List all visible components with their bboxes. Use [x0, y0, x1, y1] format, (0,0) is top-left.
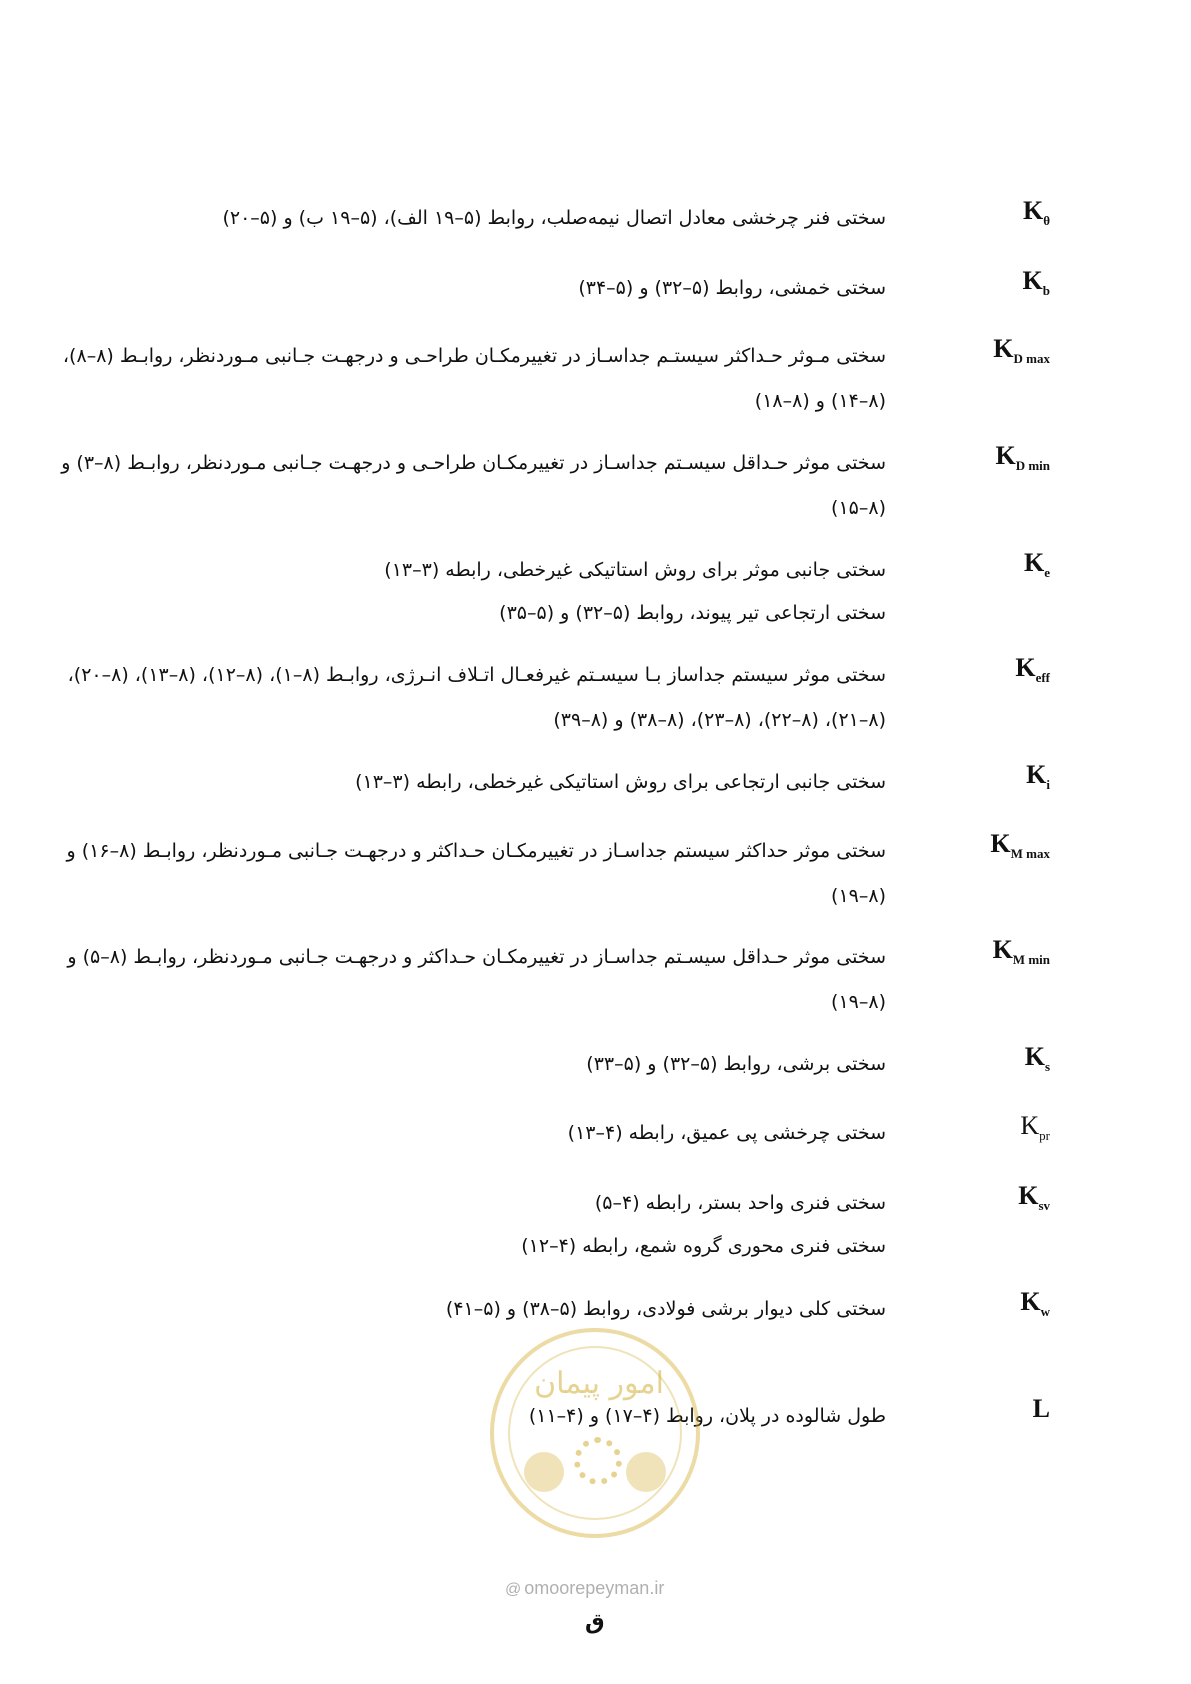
symbol: $K_w$	[1020, 1287, 1050, 1319]
symbol: $K_{M min}$	[992, 935, 1050, 967]
symbol: $K_{sv}$	[1018, 1181, 1050, 1213]
symbol: $K_{D max}$	[993, 334, 1050, 366]
symbol: $K_{pr}$	[1020, 1111, 1050, 1143]
symbol: L	[1032, 1394, 1050, 1423]
scale-icon	[524, 1452, 564, 1492]
description: سختی جانبی موثر برای روش استاتیکی غیرخطی، رابطه (۳–۱۳) سختی ارتجاعی تیر پیوند، روابط (۵–۳۲) و (۵–۳۵)	[384, 559, 886, 624]
symbol: $K_\theta$	[1022, 196, 1050, 228]
description: سختی موثر حداکثر سیستم جداسـاز در تغییرمکـان حـداکثر و درجهـت جـانبی مـوردنظر، روابـط (۸–۱۶) و (۸–۱۹)	[66, 840, 886, 907]
watermark-website: @ omoorepeyman.ir	[505, 1578, 665, 1598]
description: سختی موثر حـداقل سیسـتم جداسـاز در تغییرمکـان حـداکثر و درجهـت جـانبی مـوردنظر، روابـط (۸–۵) و (۸–۱۹)	[67, 946, 886, 1013]
symbol: $K_{D min}$	[995, 441, 1050, 473]
symbol: $K_{eff}$	[1015, 653, 1050, 685]
watermark-logo	[490, 1328, 700, 1538]
watermark-script: امور پیمان	[534, 1366, 664, 1401]
excavator-icon	[626, 1452, 666, 1492]
symbol: $K_e$	[1023, 548, 1050, 580]
description: سختی مـوثر حـداکثر سیستـم جداسـاز در تغییرمکـان طراحـی و درجهـت جـانبی مـوردنظر، روابـط (۸–۸)، (۸–۱۴) و (۸–۱۸)	[62, 345, 886, 412]
description: سختی فنر چرخشی معادل اتصال نیمه‌صلب، روابط (۵–۱۹ الف)، (۵–۱۹ ب) و (۵–۲۰)	[222, 207, 886, 229]
at-icon: @	[505, 1581, 522, 1598]
symbol: $K_{M max}$	[990, 829, 1050, 861]
description: سختی برشی، روابط (۵–۳۲) و (۵–۳۳)	[586, 1053, 886, 1075]
gear-icon	[574, 1437, 622, 1485]
description: سختی خمشی، روابط (۵–۳۲) و (۵–۳۴)	[578, 277, 886, 299]
description: سختی جانبی ارتجاعی برای روش استاتیکی غیرخطی، رابطه (۳–۱۳)	[355, 771, 886, 793]
description: سختی کلی دیوار برشی فولادی، روابط (۵–۳۸) و (۵–۴۱)	[445, 1298, 886, 1320]
description: طول شالوده در پلان، روابط (۴–۱۷) و (۴–۱۱)	[528, 1405, 886, 1427]
description: سختی فنری واحد بستر، رابطه (۴–۵) سختی فنری محوری گروه شمع، رابطه (۴–۱۲)	[521, 1192, 886, 1257]
symbol: $K_s$	[1024, 1042, 1050, 1074]
description: سختی موثر سیستم جداساز بـا سیسـتم غیرفعـال اتـلاف انـرژی، روابـط (۸–۱)، (۸–۱۲)، (۸–۱۳)، (۸–۲۰)، (۸–۲۱)، (۸–۲۲)، (۸–۲۳)، (۸–۳۸) و (۸–۳۹)	[67, 664, 886, 731]
page-number: ق	[585, 1610, 605, 1635]
symbol: $K_i$	[1026, 760, 1050, 792]
description: سختی چرخشی پی عمیق، رابطه (۴–۱۳)	[567, 1122, 886, 1144]
description: سختی موثر حـداقل سیسـتم جداسـاز در تغییرمکـان طراحـی و درجهـت جـانبی مـوردنظر، روابـط (۸–۳) و (۸–۱۵)	[61, 452, 886, 519]
symbol: $K_b$	[1022, 266, 1050, 298]
